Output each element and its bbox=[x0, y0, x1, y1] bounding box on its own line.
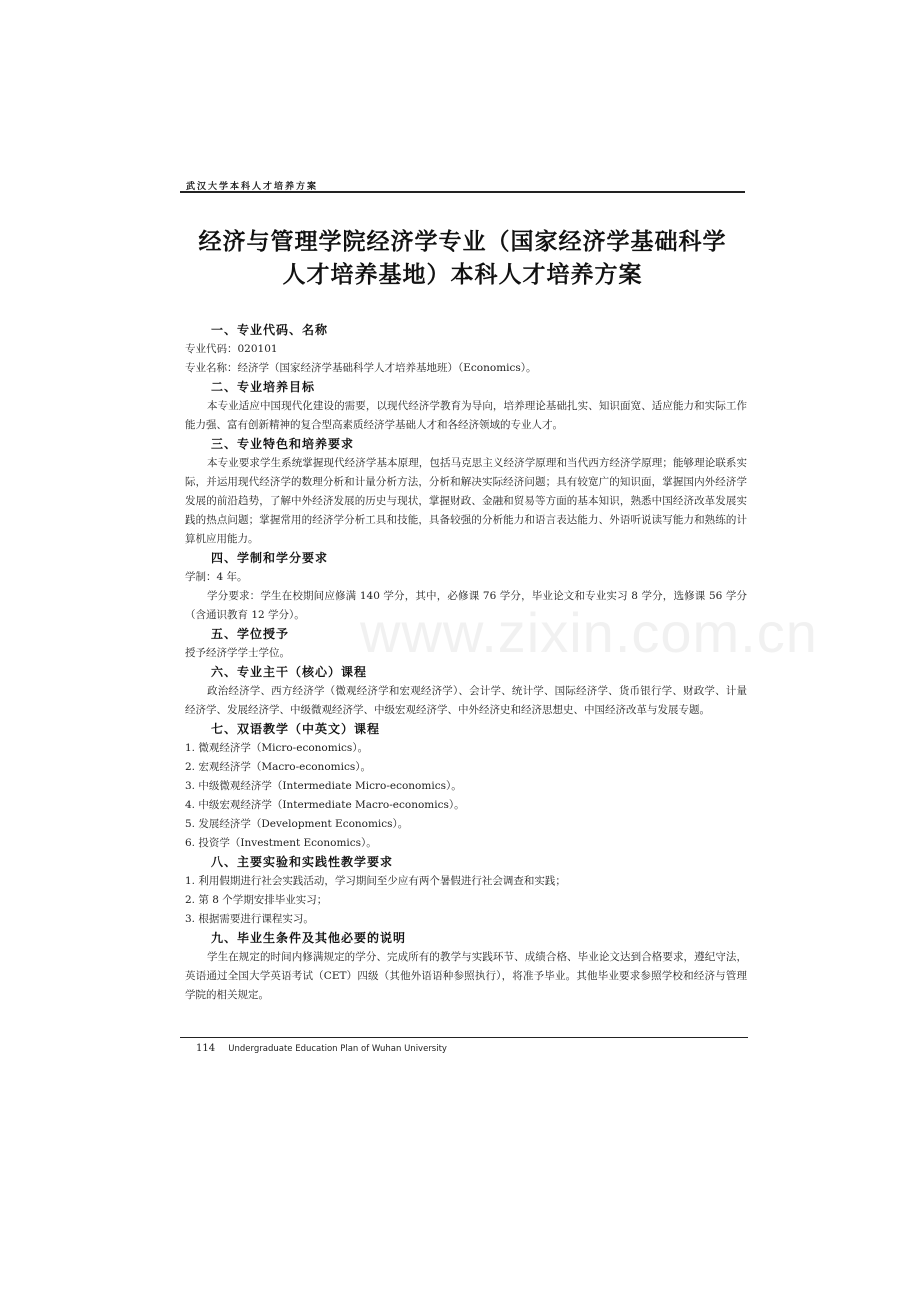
major-name: 专业名称：经济学（国家经济学基础科学人才培养基地班）（Economics）。 bbox=[185, 362, 537, 374]
practice-item: 1. 利用假期进行社会实践活动，学习期间至少应有两个暑假进行社会调查和实践； bbox=[185, 875, 566, 887]
practice-item: 2. 第 8 个学期安排毕业实习； bbox=[185, 894, 328, 906]
section-heading-1: 一、专业代码、名称 bbox=[211, 323, 329, 337]
bilingual-course-item: 3. 中级微观经济学（Intermediate Micro-economics）。 bbox=[185, 780, 462, 792]
bilingual-course-item: 6. 投资学（Investment Economics）。 bbox=[185, 837, 377, 849]
header-rule bbox=[180, 191, 745, 193]
page-number: 114 bbox=[196, 1043, 216, 1054]
major-code: 专业代码：020101 bbox=[185, 343, 278, 355]
running-header: 武汉大学本科人才培养方案 bbox=[186, 182, 319, 192]
footer-rule bbox=[180, 1037, 748, 1038]
document-title bbox=[180, 226, 745, 292]
practice-item: 3. 根据需要进行课程实习。 bbox=[185, 913, 314, 925]
graduation-conditions-text: 学生在规定的时间内修满规定的学分、完成所有的教学与实践环节、成绩合格、毕业论文达到合格要求，遵纪守法，英语通过全国大学英语考试（CET）四级（其他外语语种参照执行），将准予毕业。其他毕业要求参照学校和经济与管理学院的相关规定。 bbox=[185, 951, 747, 1001]
title-line-1: 经济与管理学院经济学专业（国家经济学基础科学 bbox=[198, 229, 727, 255]
credit-requirements: 学分要求：学生在校期间应修满 140 学分，其中，必修课 76 学分，毕业论文和专业实习 8 学分，选修课 56 学分（含通识教育 12 学分）。 bbox=[185, 590, 747, 621]
title-line-2: 人才培养基地）本科人才培养方案 bbox=[282, 262, 643, 288]
section-heading-9: 九、毕业生条件及其他必要的说明 bbox=[211, 931, 407, 945]
bilingual-course-item: 4. 中级宏观经济学（Intermediate Macro-economics）。 bbox=[185, 799, 465, 811]
section-heading-6: 六、专业主干（核心）课程 bbox=[211, 665, 368, 679]
section-heading-3: 三、专业特色和培养要求 bbox=[211, 437, 355, 451]
degree-text: 授予经济学学士学位。 bbox=[185, 647, 290, 659]
section-heading-5: 五、学位授予 bbox=[211, 627, 290, 641]
bilingual-course-item: 5. 发展经济学（Development Economics）。 bbox=[185, 818, 409, 830]
study-duration: 学制：4 年。 bbox=[185, 571, 248, 583]
features-requirements-text: 本专业要求学生系统掌握现代经济学基本原理，包括马克思主义经济学原理和当代西方经济学原理；能够理论联系实际，并运用现代经济学的数理分析和计量分析方法，分析和解决实际经济问题；具有较宽广的知识面，掌握国内外经济学发展的前沿趋势，了解中外经济发展的历史与现状，掌握财政、金融和贸易等方面的基本知识，熟悉中国经济改革发展实践的热点问题；掌握常用的经济学分析工具和技能，具备较强的分析能力和语言表达能力、外语听说读写能力和熟练的计算机应用能力。 bbox=[185, 457, 747, 545]
watermark: www.zixin.com.cn bbox=[360, 601, 818, 664]
section-heading-2: 二、专业培养目标 bbox=[211, 380, 316, 394]
document-body bbox=[185, 319, 747, 1005]
training-objective-text: 本专业适应中国现代化建设的需要，以现代经济学教育为导向，培养理论基础扎实、知识面宽、适应能力和实际工作能力强、富有创新精神的复合型高素质经济学基础人才和各经济领域的专业人才。 bbox=[185, 400, 747, 431]
page-footer bbox=[196, 1043, 447, 1054]
section-heading-7: 七、双语教学（中英文）课程 bbox=[211, 722, 381, 736]
section-heading-8: 八、主要实验和实践性教学要求 bbox=[211, 855, 394, 869]
bilingual-course-item: 1. 微观经济学（Micro-economics）。 bbox=[185, 742, 369, 754]
bilingual-course-item: 2. 宏观经济学（Macro-economics）。 bbox=[185, 761, 371, 773]
footer-text: Undergraduate Education Plan of Wuhan University bbox=[228, 1044, 447, 1054]
section-heading-4: 四、学制和学分要求 bbox=[211, 551, 329, 565]
core-courses-text: 政治经济学、西方经济学（微观经济学和宏观经济学）、会计学、统计学、国际经济学、货币银行学、财政学、计量经济学、发展经济学、中级微观经济学、中级宏观经济学、中外经济史和经济思想史、中国经济改革与发展专题。 bbox=[185, 685, 747, 716]
